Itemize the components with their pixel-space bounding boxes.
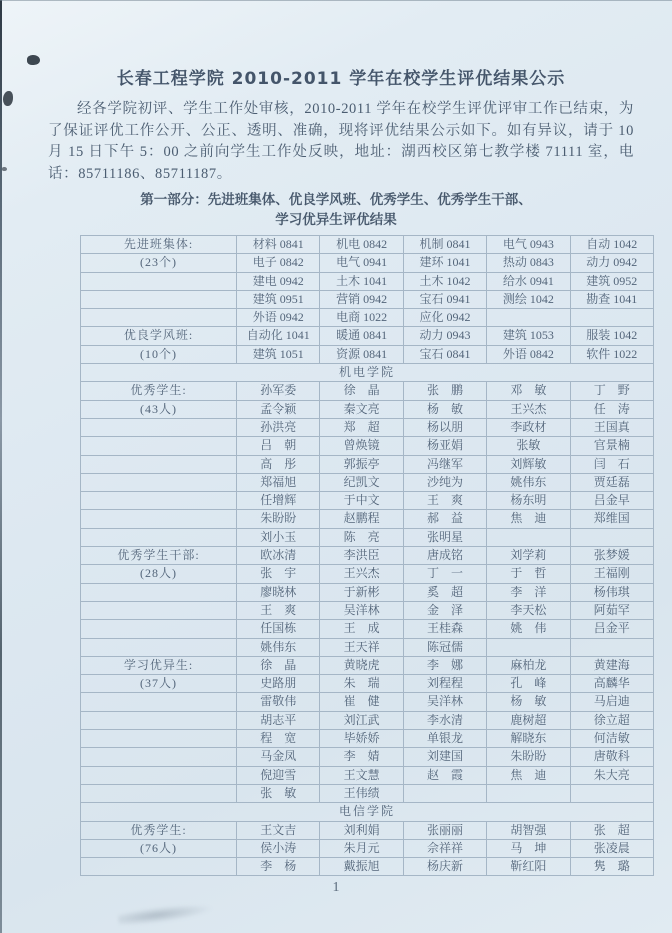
table-row (81, 528, 654, 546)
student-cell: 张丽丽 (403, 821, 486, 839)
student-cell: 赵 霞 (403, 766, 486, 784)
student-cell: 冯继军 (403, 455, 486, 473)
table-row (81, 510, 654, 528)
student-cell: 解晓东 (487, 730, 570, 748)
student-cell: 廖晓林 (237, 583, 320, 601)
student-cell: 程 宽 (237, 730, 320, 748)
table-row (81, 492, 654, 510)
student-cell: 焦 迪 (487, 766, 570, 784)
category-label (81, 455, 237, 473)
category-label: 优秀学生: (81, 382, 237, 400)
student-cell: 软件 1022 (570, 345, 653, 363)
table-row (81, 473, 654, 491)
student-cell: 刘小玉 (237, 528, 320, 546)
student-cell: 徐 晶 (237, 656, 320, 674)
category-label (81, 309, 237, 327)
table-row (81, 345, 654, 363)
category-label: (37人) (81, 675, 237, 693)
category-label (81, 730, 237, 748)
table-row (81, 711, 654, 729)
category-label (81, 272, 237, 290)
student-cell: 张 宇 (237, 565, 320, 583)
student-cell: 杨庆新 (403, 858, 486, 876)
student-cell: 唐成铭 (403, 547, 486, 565)
student-cell: 郑福旭 (237, 473, 320, 491)
student-cell: 曾焕镜 (320, 437, 403, 455)
student-cell: 孔 峰 (487, 675, 570, 693)
student-cell: 朱盼盼 (237, 510, 320, 528)
student-cell: 机制 0841 (403, 236, 486, 254)
student-cell: 高 彤 (237, 455, 320, 473)
student-cell: 朱 瑞 (320, 675, 403, 693)
student-cell: 土木 1041 (320, 272, 403, 290)
table-row (81, 400, 654, 418)
student-cell: 马金凤 (237, 748, 320, 766)
category-label (81, 492, 237, 510)
section-heading-line1: 第一部分：先进班集体、优良学风班、优秀学生、优秀学生干部、 (140, 192, 532, 208)
student-cell: 外语 0942 (237, 309, 320, 327)
student-cell: 刘程程 (403, 675, 486, 693)
student-cell: 焦 迪 (487, 510, 570, 528)
student-cell: 闫 石 (570, 455, 653, 473)
student-cell: 宝石 0941 (403, 290, 486, 308)
student-cell: 张 超 (570, 821, 653, 839)
student-cell: 孟令颖 (237, 400, 320, 418)
student-cell: 戴振旭 (320, 858, 403, 876)
category-label: (23个) (81, 254, 237, 272)
empty-cell (487, 638, 570, 656)
student-cell: 郝 益 (403, 510, 486, 528)
category-label (81, 638, 237, 656)
student-cell: 建筑 1053 (487, 327, 570, 345)
student-cell: 宝石 0841 (403, 345, 486, 363)
student-cell: 马 坤 (487, 839, 570, 857)
student-cell: 王兴杰 (487, 400, 570, 418)
student-cell: 动力 0943 (403, 327, 486, 345)
student-cell: 张敏 (487, 437, 570, 455)
student-cell: 建筑 0951 (237, 290, 320, 308)
student-cell: 郑维国 (570, 510, 653, 528)
student-cell: 电气 0943 (487, 236, 570, 254)
table-row (81, 858, 654, 876)
student-cell: 建电 0942 (237, 272, 320, 290)
empty-cell (570, 638, 653, 656)
student-cell: 李洪臣 (320, 547, 403, 565)
student-cell: 吴洋林 (320, 601, 403, 619)
category-label: (10个) (81, 345, 237, 363)
student-cell: 倪迎雪 (237, 766, 320, 784)
table-row (81, 821, 654, 839)
student-cell: 李天松 (487, 601, 570, 619)
table-row (81, 766, 654, 784)
table-row (81, 418, 654, 436)
category-label (81, 858, 237, 876)
student-cell: 官景楠 (570, 437, 653, 455)
student-cell: 刘利娟 (320, 821, 403, 839)
student-cell: 王 爽 (403, 492, 486, 510)
table-row (81, 309, 654, 327)
student-cell: 邓 敏 (487, 382, 570, 400)
student-cell: 动力 0942 (570, 254, 653, 272)
student-cell: 侯小涛 (237, 839, 320, 857)
student-cell: 沙纯为 (403, 473, 486, 491)
student-cell: 黄建海 (570, 656, 653, 674)
student-cell: 赵鹏程 (320, 510, 403, 528)
student-cell: 张 鹏 (403, 382, 486, 400)
category-label: 优秀学生: (81, 821, 237, 839)
table-row (81, 565, 654, 583)
student-cell: 胡志平 (237, 711, 320, 729)
student-cell: 欧冰清 (237, 547, 320, 565)
student-cell: 郑 超 (320, 418, 403, 436)
table-row (81, 382, 654, 400)
student-cell: 自动化 1041 (237, 327, 320, 345)
table-row (81, 601, 654, 619)
table-row (81, 675, 654, 693)
student-cell: 李 杨 (237, 858, 320, 876)
student-cell: 刘建国 (403, 748, 486, 766)
student-cell: 任 涛 (570, 400, 653, 418)
student-cell: 暖通 0841 (320, 327, 403, 345)
student-cell: 胡智强 (487, 821, 570, 839)
student-cell: 刘学莉 (487, 547, 570, 565)
table-row (81, 784, 654, 802)
empty-cell (403, 784, 486, 802)
student-cell: 测绘 1042 (487, 290, 570, 308)
empty-cell (487, 528, 570, 546)
table-row (81, 730, 654, 748)
student-cell: 于中文 (320, 492, 403, 510)
student-cell: 朱月元 (320, 839, 403, 857)
student-cell: 唐敬科 (570, 748, 653, 766)
category-label (81, 290, 237, 308)
student-cell: 金 泽 (403, 601, 486, 619)
scan-smudge (117, 900, 214, 928)
student-cell: 王国真 (570, 418, 653, 436)
student-cell: 杨以朋 (403, 418, 486, 436)
student-cell: 应化 0942 (403, 309, 486, 327)
student-cell: 王天祥 (320, 638, 403, 656)
student-cell: 孙洪亮 (237, 418, 320, 436)
student-cell: 贾廷磊 (570, 473, 653, 491)
student-cell: 朱盼盼 (487, 748, 570, 766)
student-cell: 徐 晶 (320, 382, 403, 400)
empty-cell (570, 528, 653, 546)
student-cell: 姚伟东 (237, 638, 320, 656)
category-label: 先进班集体: (81, 236, 237, 254)
student-cell: 秦文亮 (320, 400, 403, 418)
category-label (81, 748, 237, 766)
student-cell: 李 婧 (320, 748, 403, 766)
student-cell: 朱大亮 (570, 766, 653, 784)
table-row (81, 437, 654, 455)
student-cell: 电商 1022 (320, 309, 403, 327)
student-cell: 吕金平 (570, 620, 653, 638)
student-cell: 何洁敏 (570, 730, 653, 748)
student-cell: 建筑 0952 (570, 272, 653, 290)
student-cell: 徐立超 (570, 711, 653, 729)
student-cell: 王兴杰 (320, 565, 403, 583)
student-cell: 王 成 (320, 620, 403, 638)
category-label (81, 766, 237, 784)
student-cell: 外语 0842 (487, 345, 570, 363)
notice-paragraph: 经各学院初评、学生工作处审核，2010-2011 学年在校学生评优评审工作已结束，为了保证评优工作公开、公正、透明、准确，现将评优结果公示如下。如有异议，请于 10 月 15 日下午 5：00 之前向学生工作处反映，地址：湖西校区第七教学楼 71111 室，电话：85711186、85711187。 (48, 101, 634, 182)
student-cell: 鹿树超 (487, 711, 570, 729)
table-row (81, 638, 654, 656)
student-cell: 纪凯文 (320, 473, 403, 491)
section-heading-line2: 学习优异生评优结果 (275, 212, 397, 228)
scan-artifact (2, 167, 7, 171)
student-cell: 于新彬 (320, 583, 403, 601)
category-label (81, 784, 237, 802)
table-row (81, 272, 654, 290)
student-cell: 张 敏 (237, 784, 320, 802)
empty-cell (570, 784, 653, 802)
category-label (81, 620, 237, 638)
student-cell: 杨东明 (487, 492, 570, 510)
scan-edge-shadow-top (0, 0, 672, 1)
student-cell: 资源 0841 (320, 345, 403, 363)
category-label: (28人) (81, 565, 237, 583)
category-label: 学习优异生: (81, 656, 237, 674)
student-cell: 王福刚 (570, 565, 653, 583)
table-row (81, 839, 654, 857)
student-cell: 高麟华 (570, 675, 653, 693)
student-cell: 杨 敏 (487, 693, 570, 711)
student-cell: 吴洋林 (403, 693, 486, 711)
student-cell: 毕娇娇 (320, 730, 403, 748)
student-cell: 王文吉 (237, 821, 320, 839)
empty-cell (487, 309, 570, 327)
student-cell: 吕金早 (570, 492, 653, 510)
student-cell: 刘江武 (320, 711, 403, 729)
section-heading (0, 190, 672, 230)
college-name: 电信学院 (81, 803, 654, 821)
student-cell: 勘查 1041 (570, 290, 653, 308)
student-cell: 于 哲 (487, 565, 570, 583)
student-cell: 佘祥祥 (403, 839, 486, 857)
student-cell: 李政材 (487, 418, 570, 436)
student-cell: 王 爽 (237, 601, 320, 619)
table-row (81, 254, 654, 272)
table-row (81, 455, 654, 473)
student-cell: 服装 1042 (570, 327, 653, 345)
table-row (81, 290, 654, 308)
student-cell: 史路朋 (237, 675, 320, 693)
student-cell: 营销 0942 (320, 290, 403, 308)
scan-artifact (3, 91, 13, 106)
student-cell: 奚 超 (403, 583, 486, 601)
student-cell: 马启迪 (570, 693, 653, 711)
student-cell: 建筑 1051 (237, 345, 320, 363)
student-cell: 崔 健 (320, 693, 403, 711)
table-row (81, 620, 654, 638)
student-cell: 任国栋 (237, 620, 320, 638)
category-label (81, 583, 237, 601)
student-cell: 黄晓虎 (320, 656, 403, 674)
student-cell: 任增辉 (237, 492, 320, 510)
page-number: 1 (332, 880, 340, 896)
student-cell: 刘辉敏 (487, 455, 570, 473)
evaluation-results-table (80, 235, 654, 876)
scan-artifact (27, 55, 40, 65)
table-row (81, 693, 654, 711)
category-label (81, 437, 237, 455)
college-name: 机电学院 (81, 364, 654, 382)
student-cell: 张凌晨 (570, 839, 653, 857)
category-label (81, 510, 237, 528)
student-cell: 王伟绩 (320, 784, 403, 802)
student-cell: 李 洋 (487, 583, 570, 601)
category-label (81, 418, 237, 436)
student-cell: 土木 1042 (403, 272, 486, 290)
student-cell: 郭振亭 (320, 455, 403, 473)
table-row (81, 547, 654, 565)
category-label: (43人) (81, 400, 237, 418)
student-cell: 电气 0941 (320, 254, 403, 272)
student-cell: 王文慧 (320, 766, 403, 784)
student-cell: 丁 野 (570, 382, 653, 400)
category-label: (76人) (81, 839, 237, 857)
student-cell: 张明星 (403, 528, 486, 546)
category-label (81, 601, 237, 619)
college-row (81, 803, 654, 821)
student-cell: 建环 1041 (403, 254, 486, 272)
student-cell: 材料 0841 (237, 236, 320, 254)
student-cell: 吕 朝 (237, 437, 320, 455)
student-cell: 给水 0941 (487, 272, 570, 290)
student-cell: 孙军委 (237, 382, 320, 400)
student-cell: 姚 伟 (487, 620, 570, 638)
table-row (81, 583, 654, 601)
student-cell: 雷敬伟 (237, 693, 320, 711)
student-cell: 杨 敏 (403, 400, 486, 418)
student-cell: 自动 1042 (570, 236, 653, 254)
student-cell: 姚伟东 (487, 473, 570, 491)
category-label (81, 473, 237, 491)
category-label (81, 693, 237, 711)
table-row (81, 656, 654, 674)
table-row (81, 236, 654, 254)
student-cell: 电子 0842 (237, 254, 320, 272)
table-row (81, 327, 654, 345)
student-cell: 李 娜 (403, 656, 486, 674)
student-cell: 靳红阳 (487, 858, 570, 876)
table-row (81, 748, 654, 766)
student-cell: 热动 0843 (487, 254, 570, 272)
student-cell: 阿茹罕 (570, 601, 653, 619)
category-label (81, 711, 237, 729)
student-cell: 机电 0842 (320, 236, 403, 254)
student-cell: 张梦媛 (570, 547, 653, 565)
student-cell: 王桂森 (403, 620, 486, 638)
student-cell: 李水清 (403, 711, 486, 729)
category-label (81, 528, 237, 546)
student-cell: 杨亚娟 (403, 437, 486, 455)
student-cell: 隽 璐 (570, 858, 653, 876)
page-title: 长春工程学院 2010-2011 学年在校学生评优结果公示 (116, 69, 566, 89)
student-cell: 单银龙 (403, 730, 486, 748)
student-cell: 陈冠儒 (403, 638, 486, 656)
category-label: 优秀学生干部: (81, 547, 237, 565)
student-cell: 丁 一 (403, 565, 486, 583)
empty-cell (570, 309, 653, 327)
student-cell: 麻柏龙 (487, 656, 570, 674)
college-row (81, 364, 654, 382)
student-cell: 杨伟琪 (570, 583, 653, 601)
student-cell: 陈 亮 (320, 528, 403, 546)
category-label: 优良学风班: (81, 327, 237, 345)
empty-cell (487, 784, 570, 802)
scan-edge-shadow (0, 0, 2, 933)
